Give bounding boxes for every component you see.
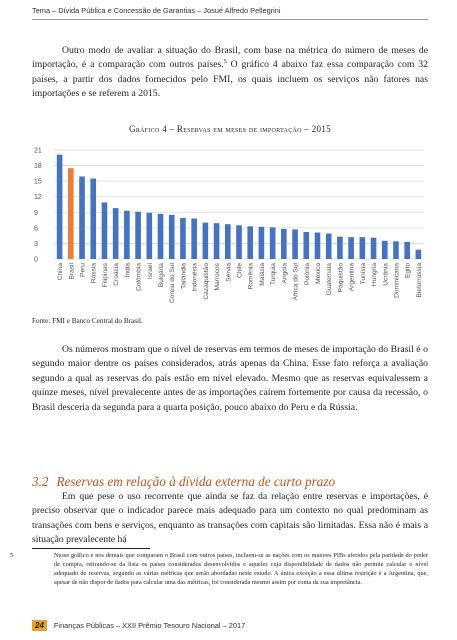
bar [90,179,96,259]
section-title: Reservas em relação à dívida externa de curto prazo [56,474,336,489]
page-number: 24 [32,620,47,631]
bar [270,227,276,259]
paragraph-3 [32,490,428,548]
x-tick-label: China [57,263,65,281]
figure-title-year: 2015 [311,124,331,134]
section-number: 3.2 [32,474,49,489]
bar [102,202,108,259]
x-tick-label: Marrocos [214,263,222,291]
x-tick-label: Índia [124,263,132,278]
y-tick-label: 0 [34,256,38,264]
bar [326,234,332,259]
x-tick-label: Tailândia [180,263,188,290]
bar [225,224,231,259]
bar [416,250,422,259]
footnote [10,552,428,588]
figure-title-text: Reservas em meses de importação – [176,124,310,134]
footnote-ref[interactable]: 5 [223,59,227,66]
x-tick-label: Chile [236,263,244,279]
bar [79,176,85,259]
paragraph-3-text: Em que pese o uso recorrente que ainda se faz da relação entre reservas e importações, é preciso observar que o indicador parece mais adequado para um contexto no qual predominam as transações com bens e serviços, enquanto as transações com capitais são limitadas. Essa não é mais a situação prevalecente há [32,491,428,546]
paragraph-2 [32,343,428,415]
bar [247,226,253,259]
x-tick-label: Egito [404,263,412,279]
x-tick-label: Tunísia [359,263,367,285]
paragraph-1 [32,44,428,102]
bar [124,211,130,259]
figure-title-prefix: Gráfico 4 – [129,124,175,134]
footer-publication: Finanças Públicas – XXII Prêmio Tesouro Nacional – 2017 [53,621,246,630]
figure-title [32,124,428,134]
reserves-bar-chart [32,138,428,313]
bar [57,155,63,259]
x-tick-label: Dominicana [393,263,401,298]
x-tick-label: Colômbia [135,263,143,291]
bar [281,229,287,259]
bar [169,215,175,259]
y-tick-label: 21 [34,147,42,155]
bar [158,214,164,259]
bar [404,242,410,259]
x-tick-label: Israel [146,263,154,280]
bar [393,241,399,259]
bar [259,227,265,259]
x-tick-label: México [314,263,322,284]
bar [371,238,377,259]
x-tick-label: Hungria [371,263,379,287]
x-tick-label: Malásia [258,263,266,286]
x-tick-label: Indonésia [191,263,199,292]
x-tick-label: Argentina [348,263,356,292]
running-header: Tema – Dívida Pública e Concessão de Garantias – Josué Alfredo Pellegrini [32,6,281,15]
bar [348,237,354,259]
bar [113,208,119,259]
x-tick-label: Angola [281,263,289,284]
x-tick-label: Cazaquistão [202,263,210,300]
x-tick-label: Croácia [113,263,121,286]
header-rule [32,19,428,20]
x-tick-label: Bielorrússia [415,263,423,298]
y-tick-label: 6 [34,225,38,233]
paragraph-1-text: Outro modo de avaliar a situação do Brasil, com base na métrica do número de meses de importação, é a comparação com outros países. [32,45,428,71]
paragraph-2-text: Os números mostram que o nível de reservas em termos de meses de importação do Brasil é o segundo maior dentre os países considerados, atrás apenas da China. Esse fato reforça a avaliação segundo a qual as reservas do país estão em nível elevado. Mesmo que as reservas equivalessem a quinze meses, nível prevalecente antes de as importações caírem fortemente por causa da recessão, o Brasil desceria da segunda para a quarta posição, pouco abaixo do Peru e da Rússia. [32,344,428,413]
bar [303,232,309,259]
y-tick-label: 12 [34,194,42,202]
bar [337,237,343,259]
x-tick-label: Polônia [303,263,311,285]
y-tick-label: 18 [34,163,42,171]
bar [360,237,366,259]
bar [147,213,153,259]
bar [191,219,197,259]
footnote-number: 5 [10,552,14,559]
footnote-rule [32,548,150,549]
paragraph-1-continued: O gráfico 4 abaixo faz essa comparação com 32 países, a partir dos dados fornecidos pelo FMI, os quais incluem os serviços não fatores nas importações e se referem a 2015. [32,59,428,100]
y-tick-label: 15 [34,178,42,186]
y-tick-label: 3 [34,240,38,248]
x-tick-label: Brasil [68,263,76,280]
bar [68,168,74,259]
x-tick-label: Peru [79,263,87,277]
bar [236,225,242,259]
section-heading [32,474,343,490]
x-tick-label: Bulgária [158,263,166,288]
x-tick-label: Romênia [247,263,255,290]
x-tick-label: Coreia do Sul [169,263,177,303]
bar [180,218,186,259]
bar [135,212,141,259]
figure-source: Fonte: FMI e Banco Central do Brasil. [32,317,143,325]
x-tick-label: Paquistão [337,263,345,293]
x-tick-label: Turquia [270,263,278,286]
page-footer [32,620,245,631]
bar [382,241,388,259]
bar [315,233,321,259]
x-tick-label: África do Sul [292,263,300,301]
footnote-text: Nesse gráfico e nos demais que comparam o Brasil com outros países, incluem-se as nações com os maiores PIBs aferidos pela paridade do poder de compra, retirando-se da lista os países considerados desenvolvidos e aqueles cuja disponibilidade de dados não permite calcular o nível adequado de reservas, segundo as várias métricas que serão abordadas neste estudo. A única exceção a essa última restrição é a Argentina, que, apesar de não dispor de dados para calcular uma das métricas, foi considerada mesmo assim por conta da sua importância. [54,552,428,586]
x-tick-label: Sérvia [225,263,233,282]
x-tick-label: Rússia [90,263,98,284]
bar [203,223,209,259]
y-tick-label: 9 [34,209,38,217]
bar [214,223,220,259]
x-tick-label: Filipinas [101,263,109,288]
bar [292,229,298,259]
x-tick-label: Guatemala [326,263,334,296]
x-tick-label: Ucrânia [382,263,390,286]
